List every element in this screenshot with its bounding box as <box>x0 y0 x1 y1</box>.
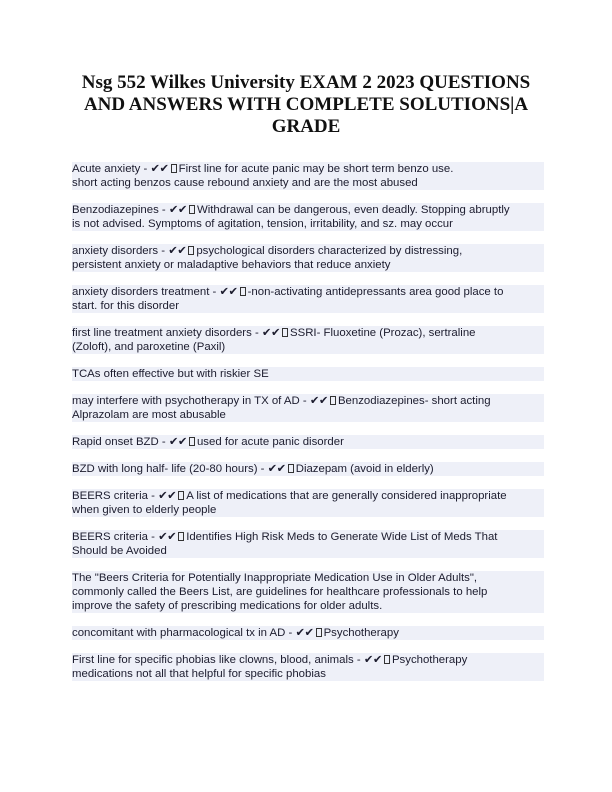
entry-term: first line treatment anxiety disorders <box>72 327 252 339</box>
entry-term: anxiety disorders treatment <box>72 286 210 298</box>
note-line: improve the safety of prescribing medications for older adults. <box>72 599 544 613</box>
entry-line <box>72 435 544 449</box>
missing-glyph-icon <box>171 164 177 173</box>
entry-separator: - <box>299 395 310 407</box>
missing-glyph-icon <box>189 205 195 214</box>
checkmark-icon: ✔✔ <box>158 490 177 502</box>
entry-continuation: persistent anxiety or maladaptive behaviors that reduce anxiety <box>72 258 544 272</box>
entry-continuation: (Zoloft), and paroxetine (Paxil) <box>72 340 544 354</box>
entry-term: Benzodiazepines <box>72 204 159 216</box>
entry-term: BEERS criteria <box>72 490 148 502</box>
flashcard-entry <box>72 626 544 640</box>
flashcard-entry <box>72 394 544 422</box>
entry-continuation: start. for this disorder <box>72 299 544 313</box>
entry-separator: - <box>257 463 268 475</box>
entry-continuation: medications not all that helpful for specific phobias <box>72 667 544 681</box>
entry-line <box>72 394 544 408</box>
missing-glyph-icon <box>178 491 184 500</box>
entry-term: First line for specific phobias like clowns, blood, animals <box>72 654 354 666</box>
missing-glyph-icon <box>240 287 246 296</box>
note-entry <box>72 571 544 613</box>
missing-glyph-icon <box>188 246 194 255</box>
flashcard-entry <box>72 162 544 190</box>
checkmark-icon: ✔✔ <box>309 395 328 407</box>
entry-continuation: when given to elderly people <box>72 503 544 517</box>
checkmark-icon: ✔✔ <box>295 627 314 639</box>
entry-answer: Benzodiazepines- short acting <box>337 395 491 407</box>
entry-separator: - <box>209 286 220 298</box>
entry-answer: First line for acute panic may be short term benzo use. <box>178 163 454 175</box>
note-line: The "Beers Criteria for Potentially Inappropriate Medication Use in Older Adults", <box>72 571 544 585</box>
missing-glyph-icon <box>189 437 195 446</box>
entry-separator: - <box>353 654 364 666</box>
checkmark-icon: ✔✔ <box>150 163 169 175</box>
entry-continuation: short acting benzos cause rebound anxiety and are the most abused <box>72 176 544 190</box>
entry-line <box>72 530 544 544</box>
entry-separator: - <box>147 490 159 502</box>
entry-line <box>72 244 544 258</box>
checkmark-icon: ✔✔ <box>168 245 187 257</box>
note-entry <box>72 367 544 381</box>
entry-term: BEERS criteria <box>72 531 148 543</box>
checkmark-icon: ✔✔ <box>363 654 382 666</box>
missing-glyph-icon <box>316 628 322 637</box>
entry-separator: - <box>147 531 159 543</box>
entry-answer: Identifies High Risk Meds to Generate Wide List of Meds That <box>186 531 498 543</box>
entry-term: concomitant with pharmacological tx in AD <box>72 627 286 639</box>
missing-glyph-icon <box>330 396 336 405</box>
entry-separator: - <box>158 245 169 257</box>
entry-term: anxiety disorders <box>72 245 159 257</box>
flashcard-entry <box>72 530 544 558</box>
flashcard-entry <box>72 285 544 313</box>
entry-line <box>72 489 544 503</box>
checkmark-icon: ✔✔ <box>261 327 281 339</box>
entry-separator: - <box>285 627 296 639</box>
flashcard-entry <box>72 203 544 231</box>
entry-answer: used for acute panic disorder <box>196 436 344 448</box>
missing-glyph-icon <box>282 328 288 337</box>
entry-term: Acute anxiety <box>72 163 141 175</box>
entry-line <box>72 326 544 340</box>
entry-answer: SSRI- Fluoxetine (Prozac), sertraline <box>290 327 476 339</box>
checkmark-icon: ✔✔ <box>267 463 286 475</box>
entry-separator: - <box>158 204 169 216</box>
flashcard-entry <box>72 435 544 449</box>
note-line: TCAs often effective but with riskier SE <box>72 367 544 381</box>
checkmark-icon: ✔✔ <box>158 531 177 543</box>
entry-separator: - <box>251 327 262 339</box>
entry-line <box>72 653 544 667</box>
flashcard-entry <box>72 653 544 681</box>
document-title: Nsg 552 Wilkes University EXAM 2 2023 QUESTIONS AND ANSWERS WITH COMPLETE SOLUTIONS|A GRADE <box>81 72 531 137</box>
entry-answer: Psychotherapy <box>391 654 468 666</box>
entry-line <box>72 285 544 299</box>
entry-line <box>72 462 544 476</box>
checkmark-icon: ✔✔ <box>168 204 187 216</box>
entry-answer: psychological disorders characterized by distressing, <box>196 245 463 257</box>
entry-continuation: Should be Avoided <box>72 544 544 558</box>
missing-glyph-icon <box>384 655 390 664</box>
entry-answer: -non-activating antidepressants area good place to <box>247 286 504 298</box>
entry-term: BZD with long half- life (20-80 hours) <box>72 463 258 475</box>
flashcard-list <box>72 162 544 694</box>
checkmark-icon: ✔✔ <box>219 286 238 298</box>
entry-line <box>72 203 544 217</box>
missing-glyph-icon <box>288 464 294 473</box>
flashcard-entry <box>72 326 544 354</box>
entry-continuation: Alprazolam are most abusable <box>72 408 544 422</box>
entry-answer: A list of medications that are generally considered inappropriate <box>186 490 507 502</box>
entry-line <box>72 626 544 640</box>
entry-answer: Diazepam (avoid in elderly) <box>295 463 434 475</box>
note-line: commonly called the Beers List, are guidelines for healthcare professionals to help <box>72 585 544 599</box>
entry-line <box>72 162 544 176</box>
checkmark-icon: ✔✔ <box>168 436 187 448</box>
entry-continuation: is not advised. Symptoms of agitation, tension, irritability, and sz. may occur <box>72 217 544 231</box>
flashcard-entry <box>72 462 544 476</box>
flashcard-entry <box>72 489 544 517</box>
entry-separator: - <box>140 163 151 175</box>
entry-answer: Psychotherapy <box>323 627 399 639</box>
entry-term: Rapid onset BZD <box>72 436 159 448</box>
entry-answer: Withdrawal can be dangerous, even deadly. Stopping abruptly <box>196 204 510 216</box>
entry-term: may interfere with psychotherapy in TX of AD <box>72 395 300 407</box>
missing-glyph-icon <box>178 532 184 541</box>
flashcard-entry <box>72 244 544 272</box>
entry-separator: - <box>158 436 169 448</box>
